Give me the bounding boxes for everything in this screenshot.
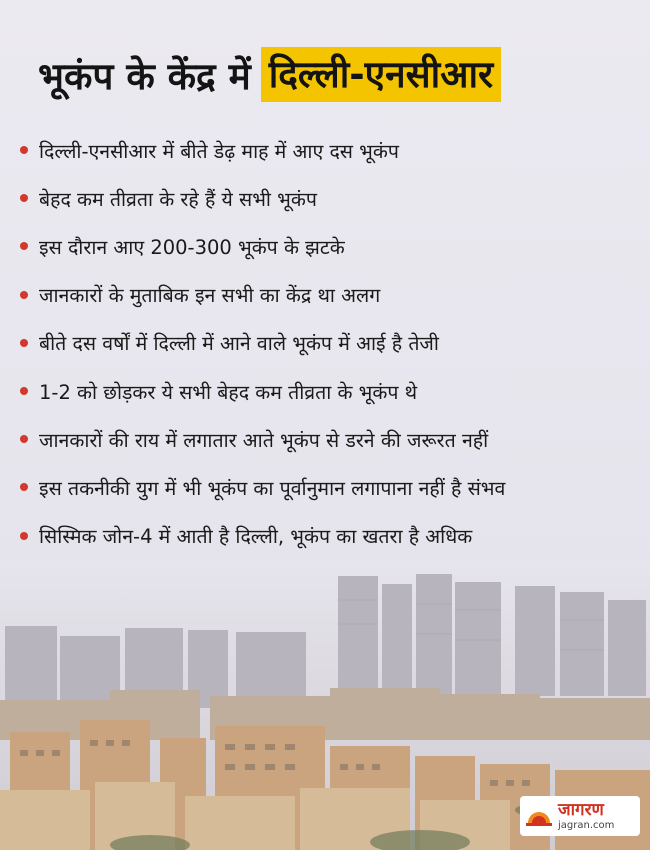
jagran-logo — [520, 796, 640, 836]
list-item — [20, 367, 640, 415]
headline-highlight: दिल्ली-एनसीआर — [261, 47, 501, 102]
list-item — [20, 463, 640, 511]
bullet-dot-icon — [20, 532, 28, 540]
logo-url: jagran.com — [558, 819, 615, 831]
list-item-text: दिल्ली-एनसीआर में बीते डेढ़ माह में आए दस भूकंप — [39, 139, 399, 163]
bullet-dot-icon — [20, 483, 28, 491]
list-item-text: इस दौरान आए 200-300 भूकंप के झटके — [39, 235, 345, 259]
list-item-text: बीते दस वर्षों में दिल्ली में आने वाले भूकंप में आई है तेजी — [39, 332, 439, 356]
list-item-text: बेहद कम तीव्रता के रहे हैं ये सभी भूकंप — [39, 187, 317, 211]
bullet-dot-icon — [20, 242, 28, 250]
bullet-dot-icon — [20, 387, 28, 395]
headline — [38, 44, 501, 104]
bullet-dot-icon — [20, 339, 28, 347]
list-item — [20, 415, 640, 463]
list-item — [20, 271, 640, 319]
list-item-text: इस तकनीकी युग में भी भूकंप का पूर्वानुमान लगापाना नहीं है संभव — [39, 476, 506, 500]
list-item — [20, 126, 640, 174]
bullet-dot-icon — [20, 194, 28, 202]
list-item-text: जानकारों की राय में लगातार आते भूकंप से डरने की जरूरत नहीं — [39, 428, 489, 452]
sun-logo-icon — [526, 803, 552, 829]
list-item — [20, 174, 640, 222]
logo-name: जागरण — [558, 799, 604, 820]
list-item — [20, 319, 640, 367]
list-item-text: सिस्मिक जोन-4 में आती है दिल्ली, भूकंप का खतरा है अधिक — [39, 525, 473, 549]
bullet-list — [20, 126, 640, 560]
list-item — [20, 512, 640, 560]
list-item-text: जानकारों के मुताबिक इन सभी का केंद्र था अलग — [39, 284, 381, 308]
headline-text: भूकंप के केंद्र में — [38, 54, 251, 98]
bullet-dot-icon — [20, 146, 28, 154]
list-item — [20, 222, 640, 270]
bullet-dot-icon — [20, 291, 28, 299]
list-item-text: 1-2 को छोड़कर ये सभी बेहद कम तीव्रता के भूकंप थे — [39, 380, 418, 404]
bullet-dot-icon — [20, 435, 28, 443]
